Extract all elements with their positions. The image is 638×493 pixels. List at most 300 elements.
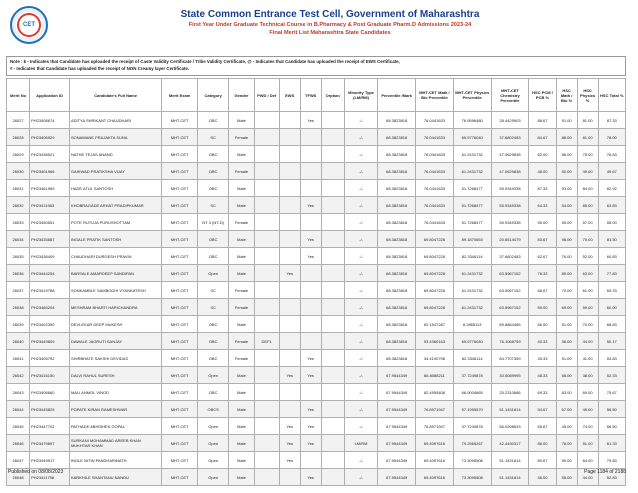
table-cell: Female	[229, 129, 254, 146]
table-cell: 89.1870653	[453, 231, 491, 248]
table-cell: 38.00	[577, 367, 598, 384]
table-cell: 87.33	[529, 180, 556, 197]
table-cell: 76.0441633	[416, 197, 454, 214]
table-cell: 83.67	[529, 231, 556, 248]
table-cell: 55.9349338	[491, 197, 529, 214]
table-cell: 55.00	[556, 214, 577, 231]
column-header: HSC Math / Bio %	[556, 79, 577, 112]
table-row	[7, 214, 626, 231]
table-cell: OBC	[197, 316, 228, 333]
table-row	[7, 452, 626, 469]
table-cell: 47.0629838	[491, 146, 529, 163]
table-cell	[254, 248, 279, 265]
table-cell: 68.3823818	[378, 129, 416, 146]
table-cell	[321, 384, 344, 401]
table-cell: 67.9544349	[378, 452, 416, 469]
table-cell: 41.00	[577, 350, 598, 367]
table-cell	[279, 214, 300, 231]
merit-list-title: Final Merit List Maharashtra State Candidates	[269, 30, 391, 36]
table-cell: 48.33	[529, 367, 556, 384]
table-cell: KHOBRAGADE ARHAT PRADIPKUMAR	[69, 197, 161, 214]
table-cell: GAIKWAD PRATIKSHA VIJAY	[69, 163, 161, 180]
table-cell: MHT-CET	[162, 299, 198, 316]
table-cell: 61.2431732	[453, 282, 491, 299]
table-cell: 90.00	[556, 452, 577, 469]
table-cell	[254, 163, 279, 180]
table-cell: 67.00	[556, 401, 577, 418]
table-cell: 60.00	[598, 299, 625, 316]
table-cell: 26028	[7, 129, 30, 146]
table-cell: 76.8971947	[416, 401, 454, 418]
table-cell: SONAWANE PRAJAKTA SUNIL	[69, 129, 161, 146]
table-cell: 26032	[7, 197, 30, 214]
table-cell: 70.00	[556, 282, 577, 299]
table-cell: 68.3823818	[378, 231, 416, 248]
table-cell	[254, 231, 279, 248]
table-cell	[321, 333, 344, 350]
table-cell: 61.00	[577, 282, 598, 299]
table-cell	[300, 316, 321, 333]
table-cell: 69.4097616	[416, 469, 454, 486]
table-cell: 75.00	[577, 146, 598, 163]
table-cell: 64.00	[577, 452, 598, 469]
column-header: HSC Total %	[598, 79, 625, 112]
table-cell: 79.2565267	[453, 435, 491, 452]
table-row	[7, 469, 626, 486]
table-cell: -/-	[344, 469, 378, 486]
title-block	[60, 8, 600, 37]
table-cell: 49.00	[556, 418, 577, 435]
table-cell: -/-	[344, 180, 378, 197]
table-cell: 69.00	[577, 384, 598, 401]
table-cell: Yes	[279, 435, 300, 452]
table-cell: 26030	[7, 163, 30, 180]
table-cell: 69.8047228	[416, 265, 454, 282]
table-cell: -/-	[344, 112, 378, 129]
table-cell: 82.92	[598, 180, 625, 197]
table-cell	[279, 180, 300, 197]
table-cell: HADE ATUL SANTOSH	[69, 180, 161, 197]
table-cell: 65.67	[529, 418, 556, 435]
table-cell	[254, 299, 279, 316]
table-cell: Female	[229, 214, 254, 231]
table-row	[7, 129, 626, 146]
table-cell	[279, 401, 300, 418]
table-cell	[300, 333, 321, 350]
table-cell: 61.2431732	[453, 299, 491, 316]
table-cell: 61.33	[598, 435, 625, 452]
table-cell: 76.0441633	[416, 163, 454, 180]
table-cell: 63.5967152	[491, 265, 529, 282]
table-cell	[254, 367, 279, 384]
table-cell: Yes	[300, 401, 321, 418]
table-cell: -/-	[344, 197, 378, 214]
table-cell: -/-	[344, 452, 378, 469]
table-cell: Male	[229, 367, 254, 384]
table-cell: Female	[229, 350, 254, 367]
table-cell: 54.00	[556, 197, 577, 214]
column-header: Orphan	[321, 79, 344, 112]
table-row	[7, 231, 626, 248]
page-header	[0, 0, 638, 56]
table-cell: MHT-CET	[162, 163, 198, 180]
table-cell: Female	[229, 163, 254, 180]
table-cell: 26045	[7, 418, 30, 435]
table-cell: -/-	[344, 384, 378, 401]
column-header: TFWS	[300, 79, 321, 112]
table-cell: 51.1431814	[491, 452, 529, 469]
table-cell: 68.3823818	[378, 265, 416, 282]
table-cell: PH23445825	[30, 401, 70, 418]
table-cell	[254, 469, 279, 486]
table-cell: Female	[229, 282, 254, 299]
table-cell: OBC	[197, 146, 228, 163]
table-cell: OBC	[197, 180, 228, 197]
table-cell: 8.2865113	[453, 316, 491, 333]
table-cell	[254, 282, 279, 299]
table-cell: 52.83	[598, 469, 625, 486]
table-cell: 80.67	[529, 452, 556, 469]
table-cell: 79.83	[598, 452, 625, 469]
table-row	[7, 282, 626, 299]
table-cell: 28.4429903	[491, 112, 529, 129]
cet-cell-logo	[10, 6, 48, 44]
table-cell: 67.9544349	[378, 435, 416, 452]
table-cell: 47.0629838	[491, 163, 529, 180]
table-cell: KARKHILE SHANTANU NANDU	[69, 469, 161, 486]
table-cell: 84.7707359	[491, 350, 529, 367]
table-cell: MHT-CET	[162, 469, 198, 486]
table-cell: 61.2431732	[453, 163, 491, 180]
table-cell	[321, 316, 344, 333]
table-cell: 73.3095508	[453, 469, 491, 486]
table-cell: 26047	[7, 452, 30, 469]
table-cell	[254, 265, 279, 282]
table-cell	[321, 282, 344, 299]
table-cell: MHT-CET	[162, 112, 198, 129]
column-header: MHT-CET Math / Bio Percentile	[416, 79, 454, 112]
table-cell: BARSALE AMARDEEP SANDIPAN	[69, 265, 161, 282]
table-row	[7, 350, 626, 367]
table-cell: 81.50	[598, 231, 625, 248]
table-cell: Male	[229, 248, 254, 265]
table-cell: 26031	[7, 180, 30, 197]
table-cell: 26038	[7, 299, 30, 316]
table-cell: 54.67	[529, 401, 556, 418]
table-cell	[321, 452, 344, 469]
table-cell: 57.00	[577, 214, 598, 231]
note-line: # - Indicates that Candidate has uploaded the receipt of NON Creamy layer Certificate.	[10, 66, 190, 71]
table-cell: 68.3823818	[378, 282, 416, 299]
column-header: HSC PCM / PCB %	[529, 79, 556, 112]
table-row	[7, 384, 626, 401]
table-cell: 67.9544349	[378, 469, 416, 486]
table-cell: OBC	[197, 350, 228, 367]
table-cell: 64.33	[529, 197, 556, 214]
table-cell	[254, 452, 279, 469]
table-cell: 61.2431732	[453, 265, 491, 282]
table-cell	[321, 197, 344, 214]
table-cell: 63.00	[577, 265, 598, 282]
table-cell: Yes	[279, 418, 300, 435]
table-cell: MHT-CET	[162, 265, 198, 282]
table-cell: LM/RM	[344, 435, 378, 452]
table-cell: MHT-CET	[162, 248, 198, 265]
table-cell: 51.00	[556, 350, 577, 367]
table-cell	[254, 350, 279, 367]
table-cell: CHAUDHARI DURGESH PRAVIN	[69, 248, 161, 265]
table-cell: PH23408674	[30, 112, 70, 129]
table-cell: 88.00	[556, 129, 577, 146]
table-cell: 76.1068759	[491, 333, 529, 350]
table-cell: 69.33	[529, 384, 556, 401]
table-cell: -/-	[344, 231, 378, 248]
table-cell: 62.67	[529, 248, 556, 265]
table-row	[7, 265, 626, 282]
table-cell: 66.0004865	[453, 384, 491, 401]
table-cell	[321, 265, 344, 282]
table-cell: 53.83	[598, 350, 625, 367]
table-cell: -/-	[344, 248, 378, 265]
table-cell: PH23449917	[30, 452, 70, 469]
table-cell: PATHADE ABHISHEK GOPAL	[69, 418, 161, 435]
table-cell: 60.83	[598, 248, 625, 265]
table-body	[7, 112, 626, 486]
table-cell: -/-	[344, 214, 378, 231]
table-cell: 68.3823818	[378, 180, 416, 197]
table-cell: PH23411758	[30, 469, 70, 486]
table-cell: 45.33	[529, 350, 556, 367]
table-cell: PH23449809	[30, 333, 70, 350]
column-header: Category	[197, 79, 228, 112]
table-cell: 63.83	[598, 197, 625, 214]
table-cell: 69.4097616	[416, 435, 454, 452]
table-cell	[279, 146, 300, 163]
table-cell: MHT-CET	[162, 384, 198, 401]
table-cell: 62.1547287	[416, 316, 454, 333]
table-cell: 76.00	[556, 248, 577, 265]
table-cell	[279, 469, 300, 486]
table-cell	[321, 401, 344, 418]
table-cell	[279, 197, 300, 214]
table-cell	[279, 350, 300, 367]
table-cell: 63.5967152	[491, 299, 529, 316]
table-cell: 76.0441633	[416, 112, 454, 129]
table-cell: 51.1431814	[491, 401, 529, 418]
table-cell: DAWALE JAGRUTI SANJAY	[69, 333, 161, 350]
table-cell: 49.67	[598, 163, 625, 180]
column-header: Merit No	[7, 79, 30, 112]
table-cell: 46.00	[529, 469, 556, 486]
table-cell	[279, 163, 300, 180]
table-row	[7, 146, 626, 163]
table-cell: PH23450551	[30, 214, 70, 231]
table-cell: 69.00	[556, 299, 577, 316]
merit-list-table	[6, 78, 626, 486]
table-cell: 68.67	[529, 282, 556, 299]
table-cell: 51.7268477	[453, 197, 491, 214]
table-cell: 88.67	[529, 112, 556, 129]
table-cell: PH23406929	[30, 129, 70, 146]
table-cell: 69.4097616	[416, 452, 454, 469]
column-header: Candidate's Full Name	[69, 79, 161, 112]
table-cell: Male	[229, 435, 254, 452]
table-cell: 81.00	[577, 112, 598, 129]
table-cell	[254, 197, 279, 214]
table-cell	[300, 214, 321, 231]
table-cell: PH23435887	[30, 231, 70, 248]
table-cell: Male	[229, 112, 254, 129]
column-header: HSC Physics %	[577, 79, 598, 112]
table-cell: 76.8971947	[416, 418, 454, 435]
table-cell	[279, 282, 300, 299]
table-cell: 86.00	[556, 146, 577, 163]
table-cell: 68.3823818	[378, 316, 416, 333]
table-cell	[279, 248, 300, 265]
table-cell: 69.8047228	[416, 231, 454, 248]
table-cell: 55.00	[598, 214, 625, 231]
table-cell: 93.00	[556, 180, 577, 197]
table-cell: OBC	[197, 112, 228, 129]
table-cell: OBC	[197, 231, 228, 248]
table-cell	[321, 469, 344, 486]
table-cell	[254, 384, 279, 401]
table-cell	[321, 112, 344, 129]
table-cell: 68.3823818	[378, 163, 416, 180]
table-cell: 52.00	[577, 248, 598, 265]
table-cell: 26042	[7, 367, 30, 384]
table-cell: 26027	[7, 112, 30, 129]
table-cell: MALI ANMOL VINOD	[69, 384, 161, 401]
table-cell: Female	[229, 299, 254, 316]
table-cell	[279, 316, 300, 333]
table-cell: 67.9544349	[378, 384, 416, 401]
table-cell: 37.6802483	[491, 129, 529, 146]
table-cell: -/-	[344, 316, 378, 333]
table-cell: 55.9349338	[491, 214, 529, 231]
table-cell: 69.8047228	[416, 282, 454, 299]
table-cell: 81.00	[556, 316, 577, 333]
table-cell: OBC	[197, 333, 228, 350]
table-cell: SC	[197, 129, 228, 146]
table-cell: MHT-CET	[162, 197, 198, 214]
table-cell: 37.6802483	[491, 248, 529, 265]
table-cell: 26033	[7, 214, 30, 231]
table-cell: 53.4360163	[416, 333, 454, 350]
table-cell: Male	[229, 180, 254, 197]
table-cell: Male	[229, 146, 254, 163]
table-cell: PH23461989	[30, 180, 70, 197]
table-cell: POTE RUTUJA PURUSHOTTAM	[69, 214, 161, 231]
table-cell: Yes	[300, 350, 321, 367]
table-cell: 89.00	[556, 265, 577, 282]
table-cell: 42.4430317	[491, 435, 529, 452]
table-cell	[279, 299, 300, 316]
table-cell	[321, 129, 344, 146]
column-header: PWD / Def	[254, 79, 279, 112]
table-cell: 69.8047228	[416, 248, 454, 265]
table-cell: DEVLEKAR DEEP MUKESH	[69, 316, 161, 333]
table-cell: 40.33	[529, 333, 556, 350]
table-cell: PH23406660	[30, 384, 70, 401]
table-cell: 51.00	[577, 435, 598, 452]
table-cell: Male	[229, 265, 254, 282]
column-header: Percentile /Mark	[378, 79, 416, 112]
table-cell: MHT-CET	[162, 367, 198, 384]
table-row	[7, 367, 626, 384]
table-cell: SURKANI MOHAMMAD AREEB KHAN MUKHTAR KHAN	[69, 435, 161, 452]
table-cell: MHT-CET	[162, 452, 198, 469]
table-cell: 76.83	[598, 146, 625, 163]
table-cell: Yes	[300, 248, 321, 265]
table-cell: 26048	[7, 469, 30, 486]
table-cell: 98.00	[556, 231, 577, 248]
table-cell	[321, 299, 344, 316]
table-cell: 36.00	[556, 333, 577, 350]
table-cell: 89.8864485	[491, 316, 529, 333]
table-cell	[254, 435, 279, 452]
table-cell: PH23402350	[30, 316, 70, 333]
table-cell: 76.0441633	[416, 180, 454, 197]
table-row	[7, 435, 626, 452]
table-cell: 70.00	[577, 316, 598, 333]
table-cell: 69.9776040	[453, 333, 491, 350]
table-cell: Female	[229, 333, 254, 350]
table-row	[7, 112, 626, 129]
table-cell: 85.00	[577, 197, 598, 214]
table-cell	[254, 418, 279, 435]
table-cell	[254, 112, 279, 129]
table-cell: PH23438521	[30, 146, 70, 163]
table-cell	[300, 129, 321, 146]
table-cell: 86.8088211	[416, 367, 454, 384]
table-cell: 81.00	[577, 129, 598, 146]
table-cell: PH23447702	[30, 418, 70, 435]
table-cell: 67.9544349	[378, 367, 416, 384]
table-cell	[321, 231, 344, 248]
table-cell	[321, 163, 344, 180]
table-cell: -/-	[344, 282, 378, 299]
table-cell	[300, 299, 321, 316]
table-cell: 68.3823818	[378, 248, 416, 265]
table-cell: 86.00	[529, 435, 556, 452]
table-cell: 78.00	[556, 435, 577, 452]
table-cell: MHT-CET	[162, 129, 198, 146]
table-cell: -/-	[344, 350, 378, 367]
table-cell: 68.3823818	[378, 333, 416, 350]
table-cell: 34.4190798	[416, 350, 454, 367]
page-title: State Common Entrance Test Cell, Government of Maharashtra	[180, 9, 480, 20]
table-cell: 68.3823818	[378, 112, 416, 129]
table-cell: 58.00	[556, 367, 577, 384]
table-cell: 56.50	[598, 401, 625, 418]
table-cell: Male	[229, 384, 254, 401]
table-cell	[300, 180, 321, 197]
table-cell: 68.3823818	[378, 146, 416, 163]
table-cell: NATHE TEJAS ANAND	[69, 146, 161, 163]
table-cell: PH23444254	[30, 265, 70, 282]
table-cell: MHT-CET	[162, 350, 198, 367]
table-cell: 33.5089995	[491, 367, 529, 384]
table-cell: 61.2431732	[453, 146, 491, 163]
table-cell: Male	[229, 401, 254, 418]
table-row	[7, 180, 626, 197]
table-cell	[254, 180, 279, 197]
table-cell: MHT-CET	[162, 180, 198, 197]
table-cell	[300, 384, 321, 401]
table-cell: Male	[229, 418, 254, 435]
table-cell: 87.33	[598, 112, 625, 129]
